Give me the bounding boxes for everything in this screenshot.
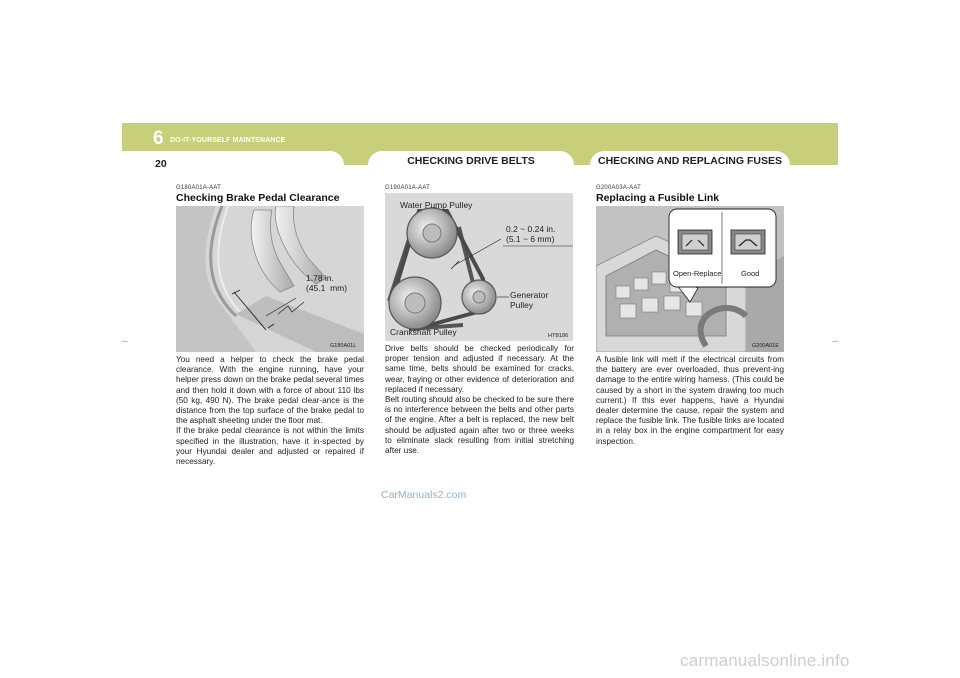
paragraph-2: If the brake pedal clearance is not within the limits specified in the illustration, have it in-spected by your Hyundai dealer and adjusted or repaired if necessary.	[176, 426, 364, 467]
good-label: Good	[741, 269, 760, 278]
section-code: G200A03A-AAT	[596, 185, 641, 191]
belt-tension-label: 0.2 ~ 0.24 in. (5.1 ~ 6 mm)	[506, 224, 556, 244]
paragraph-2: Belt routing should also be checked to be sure there is no interference between the belts and other parts of the engine. After a belt is replaced, the new belt should be adjusted again after two or three weeks to eliminate slack resulting from initial stretching after use.	[385, 395, 574, 456]
drive-belt-diagram	[385, 193, 573, 341]
section-heading: Replacing a Fusible Link	[596, 192, 720, 204]
paragraph-1: You need a helper to check the brake pedal clearance. With the engine running, have your helper press down on the brake pedal several times and then hold it down with a force of about 110 lbs (50 kg, 490 N). The brake pedal clear-ance is the distance from the top surface of the brake pedal to the asphalt sheeting under the floor mat.	[176, 355, 364, 426]
drive-belt-figure	[385, 193, 573, 341]
figure-code: G180A01L	[330, 343, 357, 349]
open-replace-label: Open-Replace	[673, 269, 722, 278]
crankshaft-label: Crankshaft Pulley	[390, 327, 457, 337]
page-number: 20	[155, 158, 167, 170]
figure-code: G200A01E	[752, 343, 779, 349]
fuse-box-illustration	[596, 206, 784, 352]
generator-label: Generator Pulley	[510, 290, 549, 310]
watermark: CarManuals2.com	[381, 489, 467, 501]
chapter-title: DO-IT-YOURSELF MAINTENANCE	[170, 137, 286, 144]
crop-mark	[122, 341, 128, 342]
figure-code: HTB186	[548, 333, 569, 339]
pedal-clearance-label: 1.78 in. (45.1 mm)	[306, 273, 348, 293]
section-code: G180A01A-AAT	[176, 185, 221, 191]
paragraph	[176, 355, 364, 467]
fuse-box-figure	[596, 206, 784, 352]
paragraph	[385, 344, 574, 456]
section-code: G190A01A-AAT	[385, 185, 430, 191]
paragraph-1: Drive belts should be checked periodically for proper tension and adjusted if necessary. At the same time, belts should be examined for cracks, wear, fraying or other evidence of deterioration and replaced if necessary.	[385, 344, 574, 394]
paragraph: A fusible link will melt if the electrical circuits from the battery are ever overloaded, thus prevent-ing damage to the entire wiring harness. (This could be caused by a short in the system drawing too much current.) If this ever happens, have a Hyundai dealer determine the cause, repair the system and replace the fusible link. The fusible links are located in a relay box in the engine compartment for easy inspection.	[596, 355, 784, 446]
section-heading: Checking Brake Pedal Clearance	[176, 192, 340, 204]
tab-checking-replacing-fuses: CHECKING AND REPLACING FUSES	[590, 151, 790, 171]
water-pump-label: Water Pump Pulley	[400, 200, 473, 210]
footer-watermark: carmanualsonline.info	[680, 651, 850, 670]
crop-mark	[832, 341, 838, 342]
good-fuse-icon	[731, 230, 765, 254]
tab-checking-drive-belts: CHECKING DRIVE BELTS	[368, 151, 574, 171]
chapter-number: 6	[153, 128, 164, 149]
blown-fuse-icon	[678, 230, 712, 254]
